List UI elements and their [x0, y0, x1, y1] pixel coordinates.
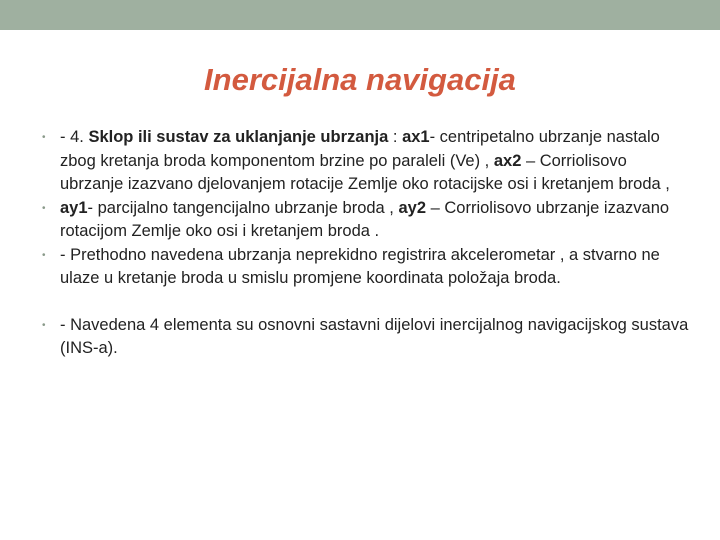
bold-term: ay2 [398, 198, 427, 217]
bullet-item-1 [42, 126, 690, 197]
bold-term: ay1 [60, 198, 88, 217]
bold-term: ax2 [493, 151, 522, 170]
bullet-item-3 [42, 244, 690, 291]
spacer [50, 291, 690, 314]
bullet-icon: • [42, 202, 46, 214]
header-band [0, 0, 720, 30]
bullet-text: - parcijalno tangencijalno ubrzanje broda , [87, 198, 399, 217]
slide-title: Inercijalna navigacija [204, 62, 516, 97]
bullet-text: - 4. [60, 128, 89, 146]
bullet-icon: • [42, 319, 46, 331]
bullet-list [42, 126, 690, 361]
bullet-text: – Corriolisovo ubrzanje izazvano djelovanjem rotacije Zemlje oko rotacijske osi i kretanjem broda , [60, 151, 670, 193]
bullet-text: - centripetalno ubrzanje nastalo zbog kretanja broda komponentom brzine po paraleli (Ve) , [60, 128, 660, 170]
bullet-item-4 [42, 314, 690, 361]
bullet-text: – Corriolisovo ubrzanje izazvano rotacijom Zemlje oko osi i kretanjem broda . [60, 198, 670, 240]
bold-term: ax1 [402, 128, 430, 146]
bullet-text: - Navedena 4 elementa su osnovni sastavni dijelovi inercijalnog navigacijskog sustava (INS-a). [60, 315, 689, 357]
bullet-icon: • [42, 249, 46, 261]
bullet-text: - Prethodno navedena ubrzanja neprekidno registrira akcelerometar , a stvarno ne ulaze u kretanje broda u smislu promjene koordinata položaja broda. [60, 245, 660, 287]
bullet-icon: • [42, 132, 46, 143]
bullet-item-2 [42, 197, 690, 244]
bold-term: Sklop ili sustav za uklanjanje ubrzanja [88, 128, 389, 146]
bullet-text: : [388, 128, 403, 146]
